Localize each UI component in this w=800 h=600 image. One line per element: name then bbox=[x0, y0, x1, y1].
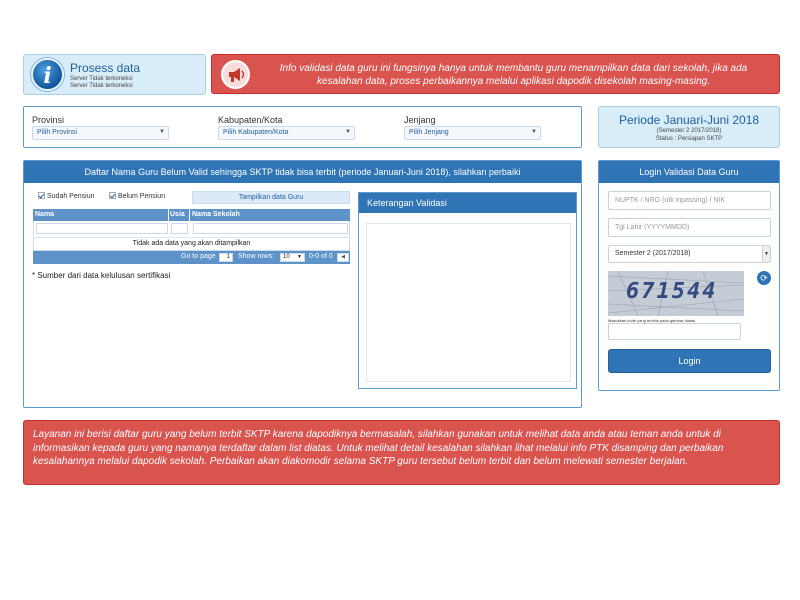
chevron-down-icon: ▼ bbox=[531, 129, 537, 135]
filter-sekolah-input[interactable] bbox=[193, 223, 348, 234]
grid-empty-message: Tidak ada data yang akan ditampilkan bbox=[33, 237, 350, 251]
login-panel bbox=[598, 160, 780, 391]
keterangan-header: Keterangan Validasi bbox=[359, 193, 576, 213]
periode-title: Periode Januari-Juni 2018 bbox=[618, 113, 760, 127]
jenjang-select-value: Pilih Jenjang bbox=[409, 129, 449, 136]
captcha-hint: Masukkan kode yang tertulis pada gambar diatas bbox=[608, 318, 696, 323]
jenjang-select[interactable] bbox=[404, 126, 541, 140]
show-rows-label: Show rows: bbox=[238, 253, 275, 260]
periode-semester: (Semester 2 2017/2018) bbox=[656, 128, 722, 134]
kabupaten-label: Kabupaten/Kota bbox=[218, 115, 283, 125]
grid-pager bbox=[33, 251, 350, 264]
footnote: * Sumber dari data kelulusan sertifikasi bbox=[32, 271, 171, 280]
prev-page-button[interactable]: ◀ bbox=[337, 253, 349, 262]
provinsi-label: Provinsi bbox=[32, 115, 65, 125]
teacher-list-panel bbox=[23, 160, 582, 408]
keterangan-body bbox=[366, 223, 571, 382]
process-status-box bbox=[23, 54, 206, 95]
captcha-text: 671544 bbox=[626, 279, 718, 304]
kabupaten-select-value: Pilih Kabupaten/Kota bbox=[223, 129, 289, 136]
semester-select[interactable] bbox=[608, 245, 771, 263]
column-usia[interactable]: Usia bbox=[170, 211, 185, 218]
grid-header bbox=[33, 209, 350, 221]
sudah-pensiun-label: Sudah Pensiun bbox=[47, 193, 95, 200]
belum-pensiun-label: Belum Pensiun bbox=[118, 193, 166, 200]
process-title: Prosess data bbox=[70, 61, 141, 75]
goto-page-input[interactable]: 1 bbox=[219, 253, 233, 262]
belum-pensiun-checkbox[interactable] bbox=[109, 192, 165, 200]
filter-panel bbox=[23, 106, 582, 148]
checkbox-icon bbox=[109, 192, 116, 199]
chevron-down-icon: ▼ bbox=[297, 254, 302, 260]
chevron-down-icon: ▼ bbox=[159, 129, 165, 135]
keterangan-panel bbox=[358, 192, 577, 389]
refresh-captcha-icon[interactable]: ⟳ bbox=[757, 271, 771, 285]
birthdate-input[interactable]: Tgl Lahir (YYYYMMDD) bbox=[608, 218, 771, 237]
show-teachers-button[interactable]: Tampilkan data Guru bbox=[192, 191, 350, 204]
megaphone-icon bbox=[221, 60, 250, 89]
provinsi-select[interactable] bbox=[32, 126, 169, 140]
filter-usia-input[interactable] bbox=[171, 223, 188, 234]
info-alert-text: Info validasi data guru ini fungsinya hanya untuk membantu guru menampilkan data dari sekolah, jika ada kesalahan data, proses perbaikannya melalui aplikasi dapodik disekolah masing-masing. bbox=[279, 63, 748, 87]
goto-page-label: Go to page bbox=[181, 253, 216, 260]
periode-box bbox=[598, 106, 780, 148]
page-range: 0-0 of 0 bbox=[309, 253, 333, 260]
info-alert bbox=[211, 54, 780, 94]
server-status-2: Server Tidak terkoneksi bbox=[70, 83, 133, 89]
login-button[interactable]: Login bbox=[608, 349, 771, 373]
periode-status: Status : Persiapan SKTP bbox=[655, 136, 723, 142]
sudah-pensiun-checkbox[interactable] bbox=[38, 192, 94, 200]
captcha-input[interactable] bbox=[608, 323, 741, 340]
rows-per-page-select[interactable]: 10 ▼ bbox=[280, 253, 305, 262]
server-status-1: Server Tidak terkoneksi bbox=[70, 76, 133, 82]
checkbox-icon bbox=[38, 192, 45, 199]
chevron-down-icon: ▼ bbox=[345, 129, 351, 135]
column-nama[interactable]: Nama bbox=[35, 211, 55, 218]
grid-filter-row bbox=[33, 221, 350, 237]
captcha-image bbox=[608, 271, 744, 316]
nuptk-input[interactable]: NUPTK / NRG (utk inpassing) / NIK bbox=[608, 191, 771, 210]
semester-select-value: Semester 2 (2017/2018) bbox=[615, 250, 691, 257]
teacher-list-header: Daftar Nama Guru Belum Valid sehingga SKTP tidak bisa terbit (periode Januari-Juni 2018), silahkan perbaiki bbox=[24, 161, 581, 183]
chevron-down-icon: ▼ bbox=[762, 246, 770, 262]
service-info-alert bbox=[23, 420, 780, 485]
teacher-grid bbox=[33, 209, 350, 264]
service-info-text: Layanan ini berisi daftar guru yang belum terbit SKTP karena dapodiknya bermasalah, silahkan gunakan untuk melihat data anda atau teman anda untuk di informasikan kepada guru yang namanya terdaftar dalam list diatas. Untuk melihat detail kesalahan silahkan lihat melalui info PTK disamping dan perbaikan kesalahannya melalui dapodik sekolah. Perbaikan akan diakomodir selama SKTP guru tersebut belum terbit dan belum melewati semester berjalan. bbox=[33, 429, 724, 467]
provinsi-select-value: Pilih Provinsi bbox=[37, 129, 78, 136]
column-nama-sekolah[interactable]: Nama Sekolah bbox=[192, 211, 240, 218]
filter-nama-input[interactable] bbox=[36, 223, 168, 234]
kabupaten-select[interactable] bbox=[218, 126, 355, 140]
jenjang-label: Jenjang bbox=[404, 115, 436, 125]
info-icon: i bbox=[31, 58, 64, 91]
login-header: Login Validasi Data Guru bbox=[599, 161, 779, 183]
